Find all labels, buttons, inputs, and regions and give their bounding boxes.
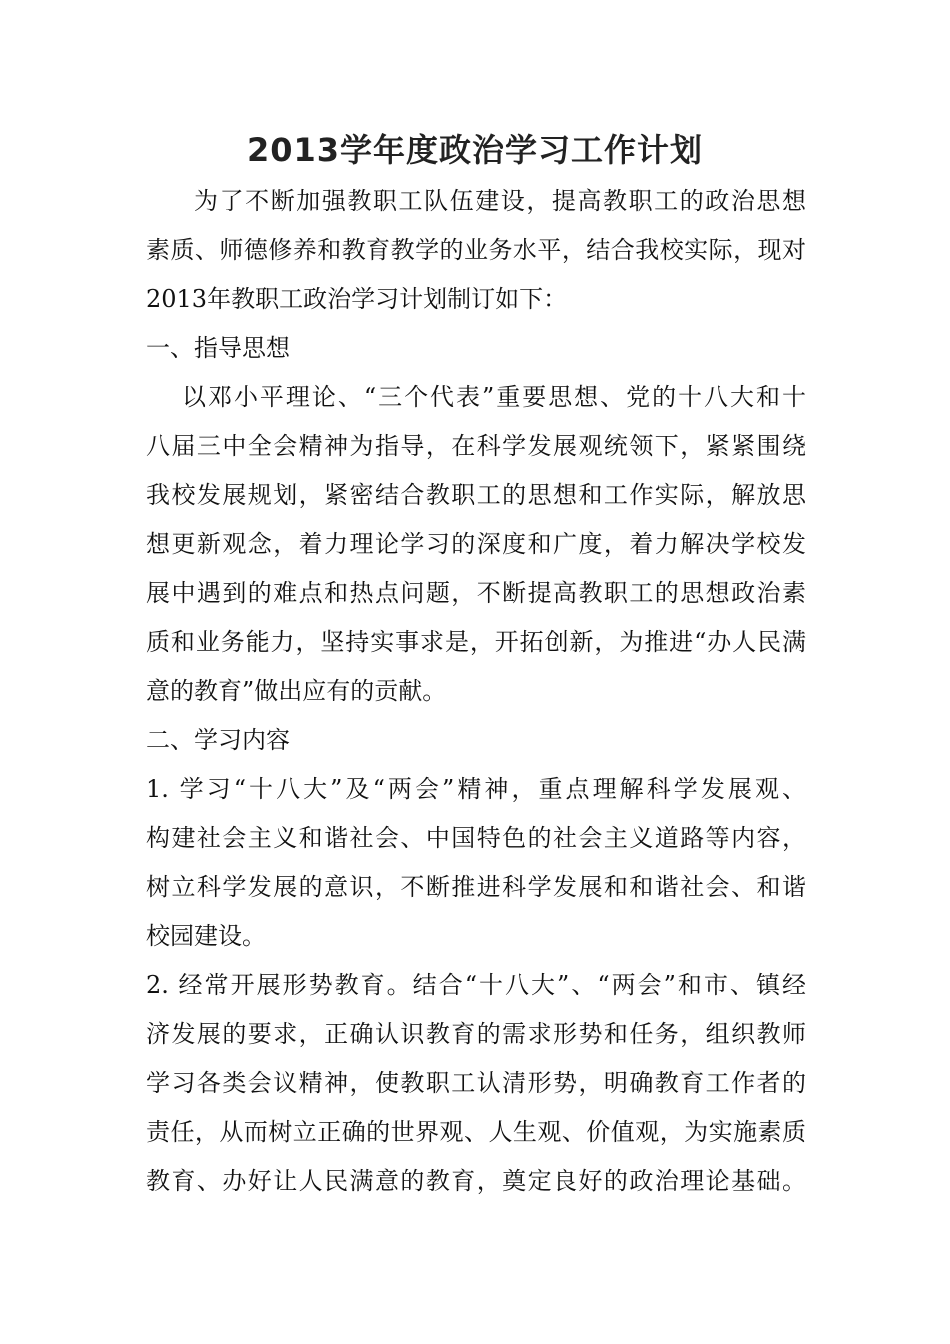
- paragraph-line: 我校发展规划，紧密结合教职工的思想和工作实际，解放思: [146, 481, 806, 509]
- paragraph-line: 为了不断加强教职工队伍建设，提高教职工的政治思想: [194, 187, 806, 215]
- list-item-line: 济发展的要求，正确认识教育的需求形势和任务，组织教师: [146, 1020, 806, 1048]
- paragraph-line: 八届三中全会精神为指导，在科学发展观统领下，紧紧围绕: [146, 432, 806, 460]
- list-item-line: 责任，从而树立正确的世界观、人生观、价值观，为实施素质: [146, 1118, 806, 1146]
- document-body: [146, 177, 806, 1206]
- section-heading-study-content: 二、学习内容: [146, 726, 290, 754]
- section-heading-guiding-thought: 一、指导思想: [146, 334, 290, 362]
- paragraph-line: 展中遇到的难点和热点问题，不断提高教职工的思想政治素: [146, 579, 806, 607]
- list-item-line: 构建社会主义和谐社会、中国特色的社会主义道路等内容，: [146, 824, 806, 852]
- paragraph-line: 2013年教职工政治学习计划制订如下：: [146, 285, 568, 313]
- paragraph-line: 以邓小平理论、“三个代表”重要思想、党的十八大和十: [182, 383, 806, 411]
- paragraph-line: 质和业务能力，坚持实事求是，开拓创新，为推进“办人民满: [146, 628, 806, 656]
- document-title: 2013学年度政治学习工作计划: [246, 131, 704, 169]
- list-item-line: 教育、办好让人民满意的教育，奠定良好的政治理论基础。: [146, 1167, 806, 1195]
- list-item-line: 2. 经常开展形势教育。结合“十八大”、“两会”和市、镇经: [146, 971, 806, 999]
- list-item-line: 树立科学发展的意识，不断推进科学发展和和谐社会、和谐: [146, 873, 806, 901]
- list-item-line: 1. 学习“十八大”及“两会”精神，重点理解科学发展观、: [146, 775, 806, 803]
- list-item-line: 学习各类会议精神，使教职工认清形势，明确教育工作者的: [146, 1069, 806, 1097]
- paragraph-line: 想更新观念，着力理论学习的深度和广度，着力解决学校发: [146, 530, 806, 558]
- list-item-line: 校园建设。: [146, 922, 266, 950]
- paragraph-line: 素质、师德修养和教育教学的业务水平，结合我校实际，现对: [146, 236, 806, 264]
- paragraph-line: 意的教育”做出应有的贡献。: [146, 677, 447, 705]
